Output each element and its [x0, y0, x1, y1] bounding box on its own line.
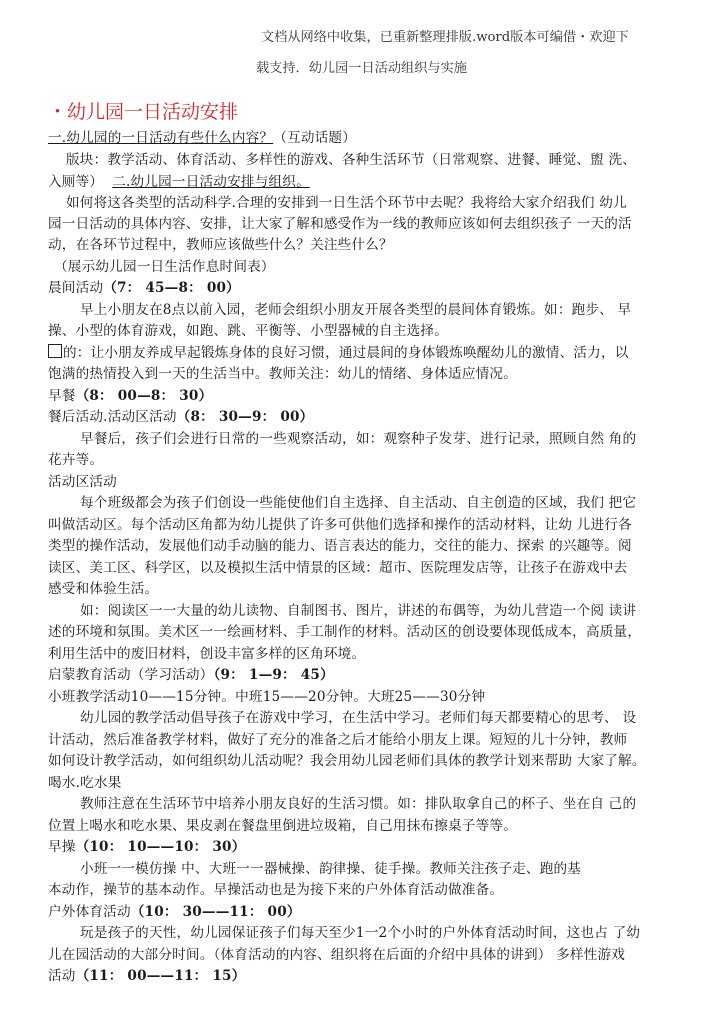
teaching-label: 启蒙教育活动（学习活动）	[48, 667, 214, 683]
area-line-8: 利用生活中的废旧材料，创设丰富多样的区角环境。	[48, 646, 366, 662]
area-line-2: 叫做活动区。每个活动区角都为幼儿提供了许多可供他们选择和操作的活动材料，让幼 儿进行各	[48, 517, 632, 533]
outdoor-line-3	[48, 965, 246, 987]
morning-line-2: 操、小型的体育游戏，如跑、跳、平衡等、小型器械的自主选择。	[48, 323, 449, 339]
area-line-1: 每个班级都会为孩子们创设一些能使他们自主选择、自主活动、自主创造的区域，我们 把它	[80, 495, 637, 511]
teaching-duration: 小班教学活动10——15分钟。中班15——20分钟。大班25——30分钟	[48, 689, 486, 705]
teaching-line-3: 如何设计教学活动，如何组织幼儿活动呢？我会用幼儿园老师们具体的教学计划来帮助 大家了解。	[48, 753, 646, 769]
exercise-time: （10： 10——10： 30）	[75, 839, 246, 855]
question-1-note: （互动话题）	[273, 130, 356, 146]
purpose-line-2: 饱满的热情投入到一天的生活当中。教师关注：幼儿的情绪、身体适应情况。	[48, 366, 517, 382]
header-line-2: 载支持．幼儿园一日活动组织与实施	[256, 61, 467, 76]
teaching-heading	[48, 664, 334, 686]
breakfast-label: 早餐	[48, 388, 76, 404]
document-title: ・幼儿园一日活动安排	[48, 101, 239, 123]
area-line-5: 感受和体验生活。	[48, 581, 159, 597]
breakfast-time: （8： 00—8： 30）	[75, 388, 213, 404]
exercise-line-2: 本动作，操节的基本动作。早操活动也是为接下来的户外体育活动做准备。	[48, 882, 504, 898]
morning-line-1: 早上小朋友在8点以前入园，老师会组织小朋友开展各类型的晨间体育锻炼。如：跑步、 早	[80, 302, 632, 318]
water-line-2: 位置上喝水和吃水果、果皮剥在餐盘里倒进垃圾箱，自己用抹布擦桌子等等。	[48, 818, 517, 834]
area-line-6: 如：阅读区一一大量的幼儿读物、自制图书、图片，讲述的布偶等，为幼儿营造一个阅 读讲	[80, 603, 637, 619]
outdoor-heading	[48, 901, 301, 923]
header-line-1: 文档从网络中收集，已重新整理排版.word版本可编借・欢迎下	[261, 30, 629, 45]
intro-line-3: 动，在各环节过程中，教师应该做些什么？关注些什么？	[48, 237, 393, 253]
question-2: 二.幼儿园一日活动安排与组织。	[112, 174, 310, 190]
purpose-line-1	[48, 342, 629, 364]
exercise-line-1: 小班一一模仿操 中、大班一一器械操、韵律操、徒手操。教师关注孩子走、跑的基	[80, 861, 582, 877]
outdoor-line-2: 儿在园活动的大部分时间。（体育活动的内容、组织将在后面的介绍中具体的讲到） 多样性游戏	[48, 947, 626, 963]
after-meal-time: （8： 30—9： 00）	[176, 409, 314, 425]
outdoor-time: （10： 30——11： 00）	[130, 904, 301, 920]
checkbox-glyph	[48, 344, 62, 358]
area-line-7: 述的环境和氛围。美术区一一绘画材料、手工制作的材料。活动区的创设要体现低成本，高质量，	[48, 624, 642, 640]
intro-line-2: 园一日活动的具体内容、安排，让大家了解和感受作为一线的教师应该如何去组织孩子 一天的活	[48, 216, 632, 232]
area-line-3: 类型的操作活动，发展他们动手动脑的能力、语言表达的能力，交往的能力、探索 的兴趣等。阅	[48, 538, 632, 554]
water-heading: 喝水.吃水果	[48, 775, 122, 791]
outdoor-label: 户外体育活动	[48, 904, 131, 920]
after-meal-heading	[48, 406, 313, 428]
teaching-line-2: 计活动，然后准备教学材料，做好了充分的准备之后才能给小朋友上课。短短的儿十分钟，教师	[48, 732, 628, 748]
blocks-line-b	[48, 171, 310, 193]
breakfast-heading	[48, 385, 212, 407]
teaching-time: （9： 1—9： 45）	[213, 667, 334, 683]
water-line-1: 教师注意在生活环节中培养小朋友良好的生活习惯。如：排队取拿自己的杯子、坐在自 己的	[80, 796, 637, 812]
exercise-heading	[48, 836, 246, 858]
outdoor-line-3-label: 活动	[48, 968, 76, 984]
after-meal-line-1: 早餐后，孩子们会进行日常的一些观察活动，如：观察种子发芽、进行记录，照顾自然 角的	[80, 431, 637, 447]
morning-heading	[48, 277, 240, 299]
area-line-4: 读区、美工区、科学区，以及模拟生活中情景的区域：超市、医院理发店等，让孩子在游戏中去	[48, 560, 628, 576]
after-meal-line-2: 花卉等。	[48, 452, 104, 468]
question-1-line	[48, 127, 356, 149]
blocks-line-b-text: 入厕等）	[48, 174, 104, 190]
blocks-line-a: 版块：教学活动、体育活动、多样性的游戏、各种生活环节（日常观察、进餐、睡觉、盥 洗、	[66, 152, 637, 168]
intro-line-1: 如何将这各类型的活动科学.合理的安排到一日生活个环节中去呢？我将给大家介绍我们 幼儿	[66, 195, 627, 211]
teaching-line-1: 幼儿园的教学活动倡导孩子在游戏中学习，在生活中学习。老师们每天都要精心的思考、 设	[80, 710, 637, 726]
exercise-label: 早操	[48, 839, 76, 855]
area-heading: 活动区活动	[48, 474, 117, 490]
purpose-line-1-text: 的：让小朋友养成早起锻炼身体的良好习惯，通过晨间的身体锻炼唤醒幼儿的激情、活力，以	[63, 345, 629, 361]
morning-label: 晨间活动	[48, 280, 104, 296]
after-meal-label: 餐后活动.活动区活动	[48, 409, 177, 425]
outdoor-line-1: 玩是孩子的天性，幼儿园保证孩子们每天至少1一2个小时的户外体育活动时间，这也占 了幼	[80, 925, 641, 941]
outdoor-line-3-time: （11： 00——11： 15）	[75, 968, 246, 984]
question-1: 一.幼儿园的一日活动有些什么内容？	[48, 130, 274, 146]
morning-time: （7： 45—8： 00）	[103, 280, 240, 296]
schedule-note: （展示幼儿园一日生活作息时间表）	[54, 259, 275, 275]
